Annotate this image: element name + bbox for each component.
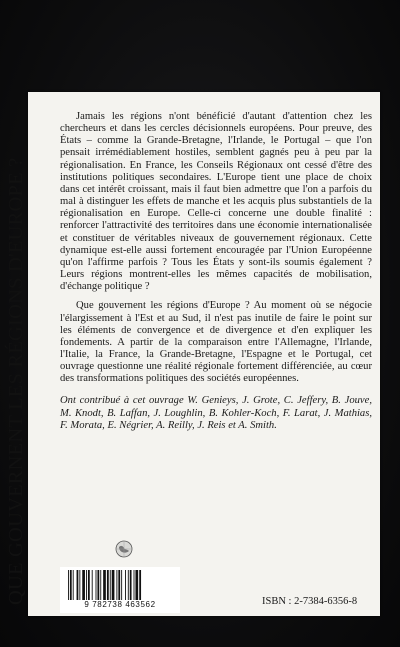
contributors-paragraph: Ont contribué à cet ouvrage W. Genieys, J. Grote, C. Jeffery, B. Jouve, M. Knodt, B. Laffan, J. Loughlin, B. Kohler-Koch, F. Larat, J. Mathias, F. Morata, E. Négrier, A. Reilly, J. Reis et A. Smith. (60, 395, 372, 431)
barcode-digits: 9 782738 463562 (84, 600, 156, 609)
isbn-number: ISBN : 2-7384-6356-8 (262, 596, 358, 607)
vertical-title: QUE GOUVERNENT LES RÉGIONS D'EUROPE ? (5, 157, 27, 605)
blurb-paragraph-1: Jamais les régions n'ont bénéficié d'autant d'attention chez les chercheurs et dans les cercles décisionnels européens. Pour preuve, des États – comme la Grande-Bretagne, l'Irlande, le Portugal – que l'on pensait irrémédiablement hostiles, semblent gagnés peu à peu par la régionalisation. En France, les Conseils Régionaux ont cessé d'être des institutions politiques secondaires. L'Europe tient une place de choix dans cet intérêt croissant, mais il faut bien admettre que l'on a parfois du mal à distinguer les effets de manche et les acquis plus substantiels de la régionalisation en Europe. Celle-ci concerne une double finalité : renforcer l'attractivité des territoires dans une économie internationalisée et constituer de véritables niveaux de gouvernement régionaux. Cette dynamique est-elle aussi fortement encouragée par l'Union Européenne qu'on l'affirme parfois ? Tous les États y sont-ils soumis également ? Leurs régions montrent-elles les mêmes capacités de mobilisation, d'échange politique ? (60, 111, 372, 293)
publisher-globe-icon (115, 540, 133, 558)
barcode (60, 567, 180, 613)
blurb (60, 111, 372, 439)
blurb-paragraph-2: Que gouvernent les régions d'Europe ? Au moment où se négocie l'élargissement à l'Est et au Sud, il n'est pas inutile de faire le point sur les éléments de convergence et de divergence et d'en expliquer les fondements. A partir de la comparaison entre l'Allemagne, l'Irlande, l'Italie, la France, la Grande-Bretagne, l'Espagne et le Portugal, cet ouvrage questionne une réalité régionale fortement différenciée, au cœur des transformations politiques des sociétés européennes. (60, 300, 372, 385)
